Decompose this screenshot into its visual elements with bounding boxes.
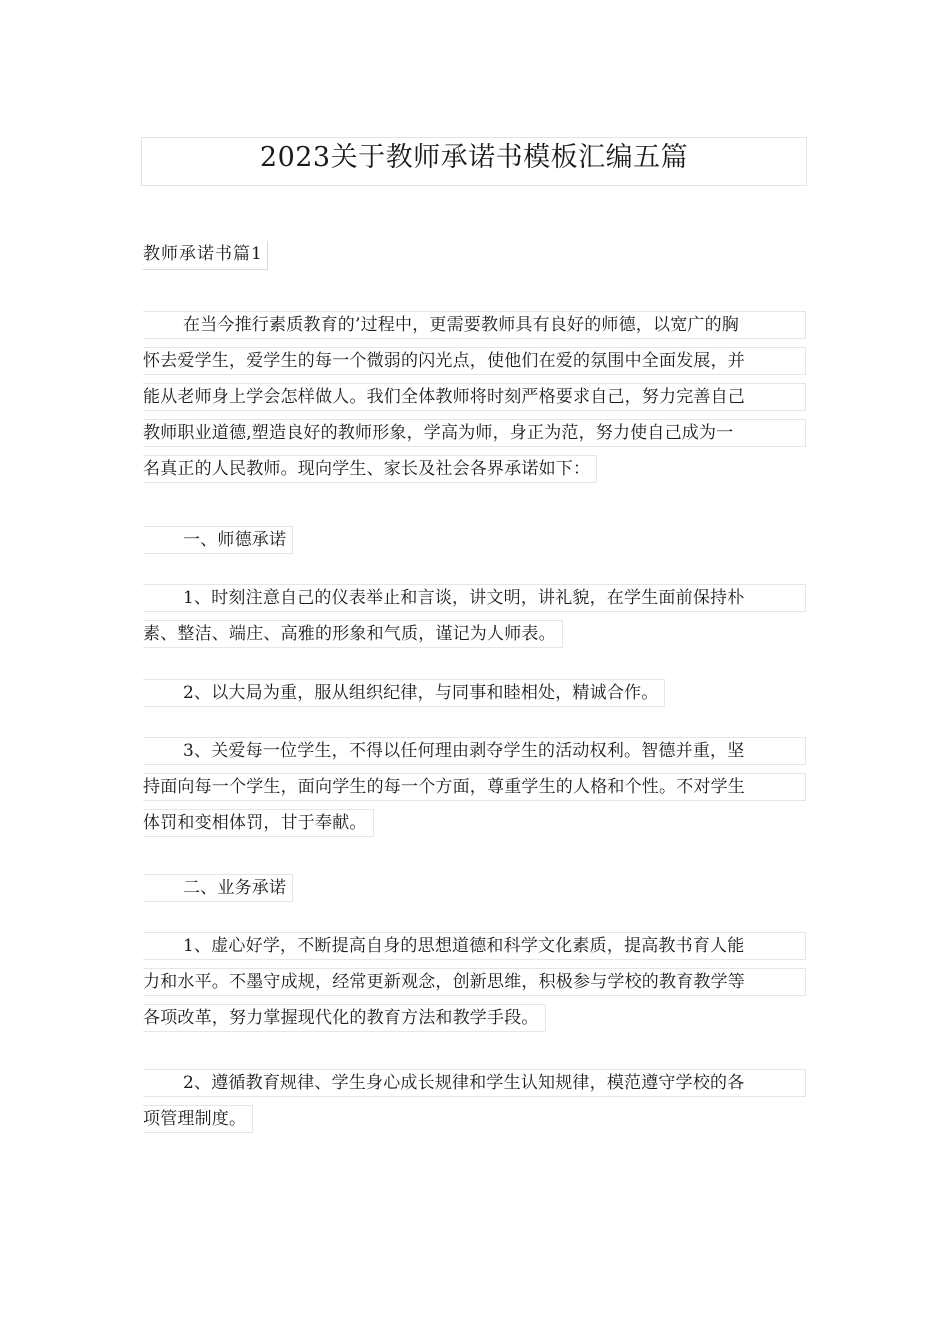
paragraph-line: 力和水平。不墨守成规，经常更新观念，创新思维，积极参与学校的教育教学等 [143, 968, 806, 996]
subheading-line: 二、业务承诺 [143, 874, 293, 902]
paragraph-item-2 [143, 679, 807, 720]
paragraph-line: 2、以大局为重，服从组织纪律，与同事和睦相处，精诚合作。 [143, 679, 665, 707]
subheading-business [143, 874, 807, 915]
section-heading: 教师承诺书篇1 [143, 241, 268, 270]
paragraph-line: 2、遵循教育规律、学生身心成长规律和学生认知规律，模范遵守学校的各 [143, 1069, 806, 1097]
paragraph-line: 项管理制度。 [143, 1105, 253, 1133]
paragraph-line: 在当今推行素质教育的’过程中，更需要教师具有良好的师德，以宽广的胸 [143, 311, 806, 339]
paragraph-line: 1、时刻注意自己的仪表举止和言谈，讲文明，讲礼貌，在学生面前保持朴 [143, 584, 806, 612]
paragraph-line: 能从老师身上学会怎样做人。我们全体教师将时刻严格要求自己，努力完善自己 [143, 383, 806, 411]
subheading-ethics [143, 526, 807, 567]
paragraph-line: 各项改革，努力掌握现代化的教育方法和教学手段。 [143, 1004, 546, 1032]
paragraph-line: 教师职业道德,塑造良好的教师形象，学高为师，身正为范，努力使自己成为一 [143, 419, 806, 447]
paragraph-line: 1、虚心好学，不断提高自身的思想道德和科学文化素质，提高教书育人能 [143, 932, 806, 960]
document-title: 2023关于教师承诺书模板汇编五篇 [141, 137, 807, 186]
paragraph-business-2 [143, 1069, 807, 1146]
paragraph-intro [143, 311, 807, 496]
paragraph-line: 3、关爱每一位学生，不得以任何理由剥夺学生的活动权利。智德并重，坚 [143, 737, 806, 765]
paragraph-line: 怀去爱学生，爱学生的每一个微弱的闪光点，使他们在爱的氛围中全面发展，并 [143, 347, 806, 375]
paragraph-line: 持面向每一个学生，面向学生的每一个方面，尊重学生的人格和个性。不对学生 [143, 773, 806, 801]
paragraph-line: 素、整洁、端庄、高雅的形象和气质，谨记为人师表。 [143, 620, 563, 648]
paragraph-item-3 [143, 737, 807, 850]
subheading-line: 一、师德承诺 [143, 526, 293, 554]
paragraph-line: 体罚和变相体罚，甘于奉献。 [143, 809, 374, 837]
paragraph-line: 名真正的人民教师。现向学生、家长及社会各界承诺如下： [143, 455, 597, 483]
paragraph-item-1 [143, 584, 807, 661]
paragraph-business-1 [143, 932, 807, 1045]
